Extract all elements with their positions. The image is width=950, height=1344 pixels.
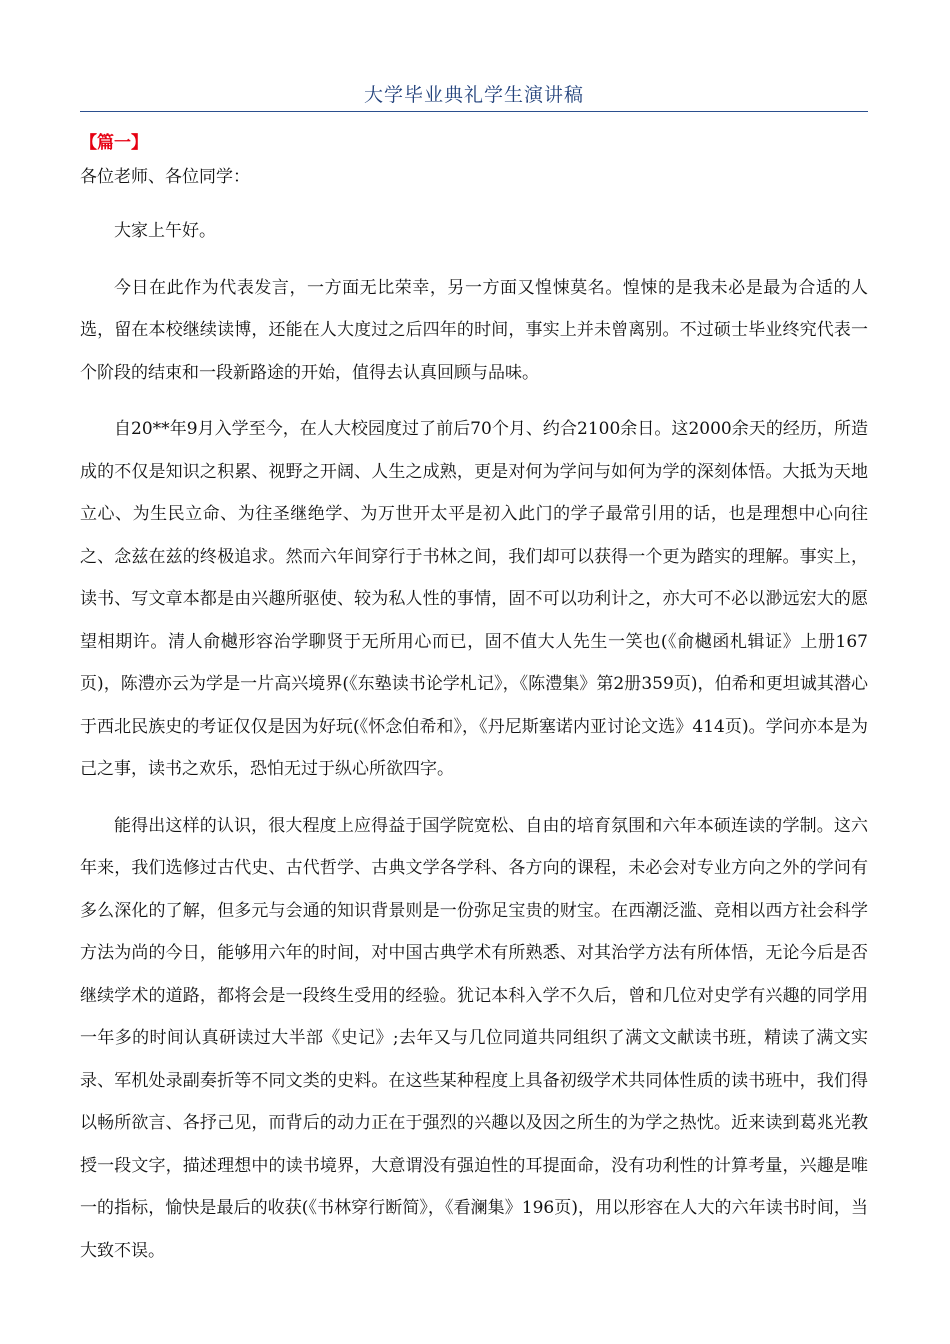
paragraph-greeting: 大家上午好。 [114, 221, 216, 241]
document-page [80, 80, 868, 1272]
paragraph-2: 自20**年9月入学至今，在人大校园度过了前后70个月、约合2100余日。这2000余天的经历，所造成的不仅是知识之积累、视野之开阔、人生之成熟，更是对何为学问与如何为学的深刻体悟。大抵为天地立心、为生民立命、为往圣继绝学、为万世开太平是初入此门的学子最常引用的话，也是理想中心向往之、念兹在兹的终极追求。然而六年间穿行于书林之间，我们却可以获得一个更为踏实的理解。事实上，读书、写文章本都是由兴趣所驱使、较为私人性的事情，固不可以功利计之，亦大可不必以渺远宏大的愿望相期许。清人俞樾形容治学聊贤于无所用心而已，固不值大人先生一笑也(《俞樾函札辑证》上册167页)，陈澧亦云为学是一片高兴境界(《东塾读书论学札记》，《陈澧集》第2册359页)，伯希和更坦诚其潜心于西北民族史的考证仅仅是因为好玩(《怀念伯希和》，《丹尼斯塞诺内亚讨论文选》414页)。学问亦本是为己之事，读书之欢乐，恐怕无过于纵心所欲四字。 [80, 419, 868, 779]
paragraph-3: 能得出这样的认识，很大程度上应得益于国学院宽松、自由的培育氛围和六年本硕连读的学制。这六年来，我们选修过古代史、古代哲学、古典文学各学科、各方向的课程，未必会对专业方向之外的学问有多么深化的了解，但多元与会通的知识背景则是一份弥足宝贵的财宝。在西潮泛滥、竞相以西方社会科学方法为尚的今日，能够用六年的时间，对中国古典学术有所熟悉、对其治学方法有所体悟，无论今后是否继续学术的道路，都将会是一段终生受用的经验。犹记本科入学不久后，曾和几位对史学有兴趣的同学用一年多的时间认真研读过大半部《史记》;去年又与几位同道共同组织了满文文献读书班，精读了满文实录、军机处录副奏折等不同文类的史料。在这些某种程度上具备初级学术共同体性质的读书班中，我们得以畅所欲言、各抒己见，而背后的动力正在于强烈的兴趣以及因之所生的为学之热忱。近来读到葛兆光教授一段文字，描述理想中的读书境界，大意谓没有强迫性的耳提面命，没有功利性的计算考量，兴趣是唯一的指标，愉快是最后的收获(《书林穿行断简》，《看澜集》196页)，用以形容在人大的六年读书时间，当大致不误。 [80, 815, 868, 1261]
page-header [80, 80, 868, 112]
salutation: 各位老师、各位同学： [80, 167, 250, 187]
document-title: 大学毕业典礼学生演讲稿 [363, 84, 584, 106]
section-label: 【篇一】 [80, 133, 148, 153]
paragraph-1: 今日在此作为代表发言，一方面无比荣幸，另一方面又惶悚莫名。惶悚的是我未必是最为合适的人选，留在本校继续读博，还能在人大度过之后四年的时间，事实上并未曾离别。不过硕士毕业终究代表一个阶段的结束和一段新路途的开始，值得去认真回顾与品味。 [80, 277, 868, 383]
